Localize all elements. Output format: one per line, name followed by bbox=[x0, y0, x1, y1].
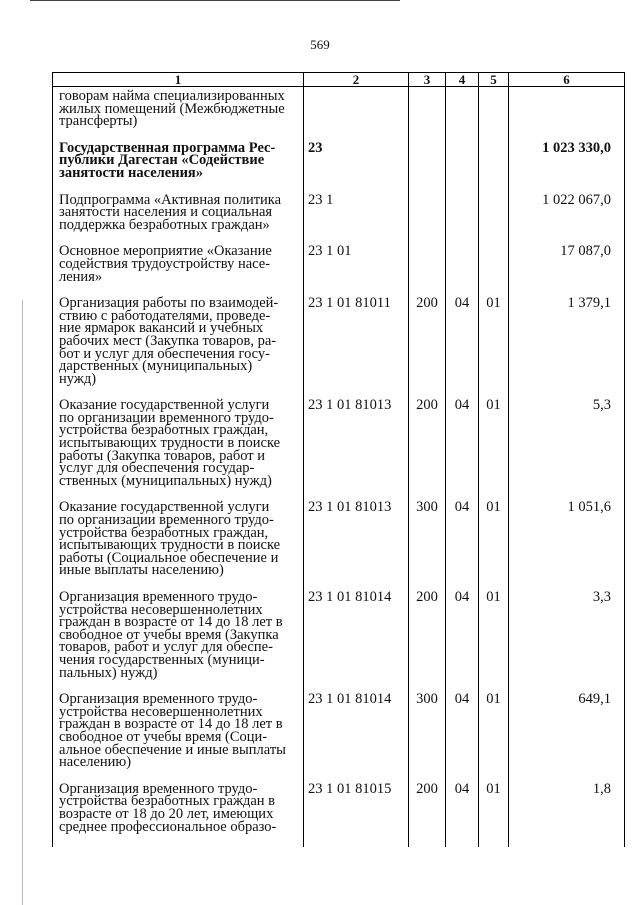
row-code: 23 1 01 81013 bbox=[304, 399, 409, 501]
row-section: 04 bbox=[446, 297, 479, 399]
row-expense-type: 200 bbox=[409, 297, 446, 399]
row-name-line: содействия трудоустройству насе- bbox=[59, 255, 271, 272]
row-name-line: устройства несовершеннолетних bbox=[59, 601, 263, 618]
header-col-6: 6 bbox=[509, 73, 625, 87]
row-name bbox=[53, 297, 304, 399]
row-amount: 649,1 bbox=[509, 693, 625, 783]
row-name-line: по организации временного трудо- bbox=[59, 409, 274, 426]
row-code: 23 1 01 bbox=[304, 245, 409, 297]
row-name-line: устройства безработных граждан в bbox=[59, 793, 276, 810]
row-expense-type: 300 bbox=[409, 693, 446, 783]
row-name-line: бот и услуг для обеспечения госу- bbox=[59, 345, 271, 362]
row-name-line: Государственная программа Рес- bbox=[59, 139, 276, 156]
row-name-line: граждан в возрасте от 14 до 18 лет в bbox=[59, 716, 283, 733]
row-name-line: населению) bbox=[59, 754, 132, 771]
row-name-line: иные выплаты населению) bbox=[59, 562, 224, 579]
row-amount: 1,8 bbox=[509, 783, 625, 847]
row-code: 23 1 01 81014 bbox=[304, 693, 409, 783]
row-amount: 1 379,1 bbox=[509, 297, 625, 399]
row-section: 04 bbox=[446, 501, 479, 591]
row-name bbox=[53, 399, 304, 501]
row-section bbox=[446, 87, 479, 142]
row-expense-type: 300 bbox=[409, 501, 446, 591]
row-subsection bbox=[479, 142, 509, 194]
row-expense-type: 200 bbox=[409, 783, 446, 847]
row-section bbox=[446, 142, 479, 194]
row-name bbox=[53, 191, 304, 246]
row-subsection bbox=[479, 87, 509, 142]
table-row bbox=[53, 142, 625, 194]
row-subsection: 01 bbox=[479, 501, 509, 591]
row-name-line: работы (Социальное обеспечение и bbox=[59, 549, 279, 566]
row-amount: 5,3 bbox=[509, 399, 625, 501]
row-name-line: дарственных (муниципальных) bbox=[59, 358, 253, 375]
row-section bbox=[446, 245, 479, 297]
row-name bbox=[53, 87, 304, 142]
row-code: 23 1 01 81015 bbox=[304, 783, 409, 847]
row-expense-type bbox=[409, 142, 446, 194]
row-name-line: устройства несовершеннолетних bbox=[59, 703, 263, 720]
row-subsection: 01 bbox=[479, 783, 509, 847]
row-amount bbox=[509, 87, 625, 142]
row-code: 23 1 bbox=[304, 194, 409, 246]
row-name-line: говорам найма специализированных bbox=[59, 88, 285, 104]
row-name-line: по организации временного трудо- bbox=[59, 512, 274, 529]
header-col-2: 2 bbox=[304, 73, 409, 87]
row-section: 04 bbox=[446, 399, 479, 501]
row-name-line: ственных (муниципальных) нужд) bbox=[59, 472, 272, 489]
row-name-line: испытывающих трудности в поиске bbox=[59, 435, 281, 452]
row-expense-type bbox=[409, 194, 446, 246]
row-name-line: устройства безработных граждан, bbox=[59, 524, 269, 541]
row-section: 04 bbox=[446, 693, 479, 783]
table-row bbox=[53, 501, 625, 591]
header-col-3: 3 bbox=[409, 73, 446, 87]
row-name-line: альное обеспечение и иные выплаты bbox=[59, 741, 286, 758]
table-row bbox=[53, 297, 625, 399]
row-code: 23 1 01 81014 bbox=[304, 591, 409, 693]
row-name-line: публики Дагестан «Содействие bbox=[59, 152, 265, 169]
row-name-line: работы (Закупка товаров, работ и bbox=[59, 447, 266, 464]
row-name bbox=[53, 245, 304, 297]
row-name-line: ние ярмарок вакансий и учебных bbox=[59, 320, 264, 337]
row-subsection: 01 bbox=[479, 297, 509, 399]
row-name-line: нужд) bbox=[59, 370, 97, 387]
row-name-line: испытывающих трудности в поиске bbox=[59, 537, 281, 554]
table-row bbox=[53, 399, 625, 501]
row-name-line: занятости населения и социальная bbox=[59, 204, 273, 221]
row-name-line: Основное мероприятие «Оказание bbox=[59, 243, 272, 260]
row-name-line: Подпрограмма «Активная политика bbox=[59, 191, 282, 208]
page-number: 569 bbox=[310, 37, 330, 52]
row-code bbox=[304, 87, 409, 142]
row-name-line: возрасте от 18 до 20 лет, имеющих bbox=[59, 805, 274, 822]
row-name-line: товаров, работ и услуг для обеспе- bbox=[59, 639, 273, 656]
table-row bbox=[53, 245, 625, 297]
header-col-4: 4 bbox=[446, 73, 479, 87]
row-expense-type bbox=[409, 87, 446, 142]
row-name-line: Оказание государственной услуги bbox=[59, 397, 270, 414]
header-col-5: 5 bbox=[479, 73, 509, 87]
row-amount: 1 051,6 bbox=[509, 501, 625, 591]
row-amount: 3,3 bbox=[509, 591, 625, 693]
row-name bbox=[53, 139, 304, 194]
row-name-line: услуг для обеспечения государ- bbox=[59, 460, 255, 477]
table-row bbox=[53, 783, 625, 847]
table-row bbox=[53, 693, 625, 783]
row-section: 04 bbox=[446, 783, 479, 847]
row-expense-type: 200 bbox=[409, 591, 446, 693]
row-subsection: 01 bbox=[479, 591, 509, 693]
row-name-line: Организация работы по взаимодей- bbox=[59, 295, 279, 312]
row-section bbox=[446, 194, 479, 246]
row-name bbox=[53, 693, 304, 783]
row-name-line: устройства безработных граждан, bbox=[59, 422, 269, 439]
row-name-line: трансферты) bbox=[59, 113, 138, 130]
row-name-line: свободное от учебы время (Соци- bbox=[59, 728, 268, 745]
table-body bbox=[53, 87, 625, 848]
row-name-line: Организация временного трудо- bbox=[59, 780, 258, 797]
row-name-line: чения государственных (муници- bbox=[59, 651, 265, 668]
table-row bbox=[53, 87, 625, 142]
row-name-line: рабочих мест (Закупка товаров, ра- bbox=[59, 332, 277, 349]
budget-table bbox=[52, 72, 625, 847]
table-row bbox=[53, 194, 625, 246]
scan-edge-line bbox=[22, 300, 23, 905]
row-expense-type bbox=[409, 245, 446, 297]
row-name-line: среднее профессиональное образо- bbox=[59, 818, 277, 835]
table-row bbox=[53, 591, 625, 693]
row-name-line: пальных) нужд) bbox=[59, 664, 158, 681]
row-name bbox=[53, 501, 304, 591]
row-name-line: Организация временного трудо- bbox=[59, 589, 258, 605]
row-subsection bbox=[479, 194, 509, 246]
row-code: 23 bbox=[304, 142, 409, 194]
row-name-line: поддержка безработных граждан» bbox=[59, 216, 270, 233]
header-col-1: 1 bbox=[53, 73, 304, 87]
row-code: 23 1 01 81013 bbox=[304, 501, 409, 591]
top-rule bbox=[30, 0, 400, 1]
row-name-line: ствию с работодателями, проведе- bbox=[59, 307, 271, 324]
row-amount: 1 022 067,0 bbox=[509, 194, 625, 246]
row-expense-type: 200 bbox=[409, 399, 446, 501]
row-code: 23 1 01 81011 bbox=[304, 297, 409, 399]
row-section: 04 bbox=[446, 591, 479, 693]
row-name bbox=[53, 591, 304, 693]
row-name-line: занятости населения» bbox=[59, 164, 204, 181]
row-subsection bbox=[479, 245, 509, 297]
row-name-line: граждан в возрасте от 14 до 18 лет в bbox=[59, 614, 283, 631]
row-amount: 17 087,0 bbox=[509, 245, 625, 297]
row-name bbox=[53, 780, 304, 847]
row-name-line: жилых помещений (Межбюджетные bbox=[59, 100, 285, 117]
row-subsection: 01 bbox=[479, 399, 509, 501]
header-row bbox=[53, 73, 625, 87]
row-subsection: 01 bbox=[479, 693, 509, 783]
row-name-line: ления» bbox=[59, 268, 103, 285]
row-name-line: Организация временного трудо- bbox=[59, 691, 258, 708]
row-amount: 1 023 330,0 bbox=[509, 142, 625, 194]
row-name-line: свободное от учебы время (Закупка bbox=[59, 626, 279, 643]
row-name-line: Оказание государственной услуги bbox=[59, 499, 270, 516]
